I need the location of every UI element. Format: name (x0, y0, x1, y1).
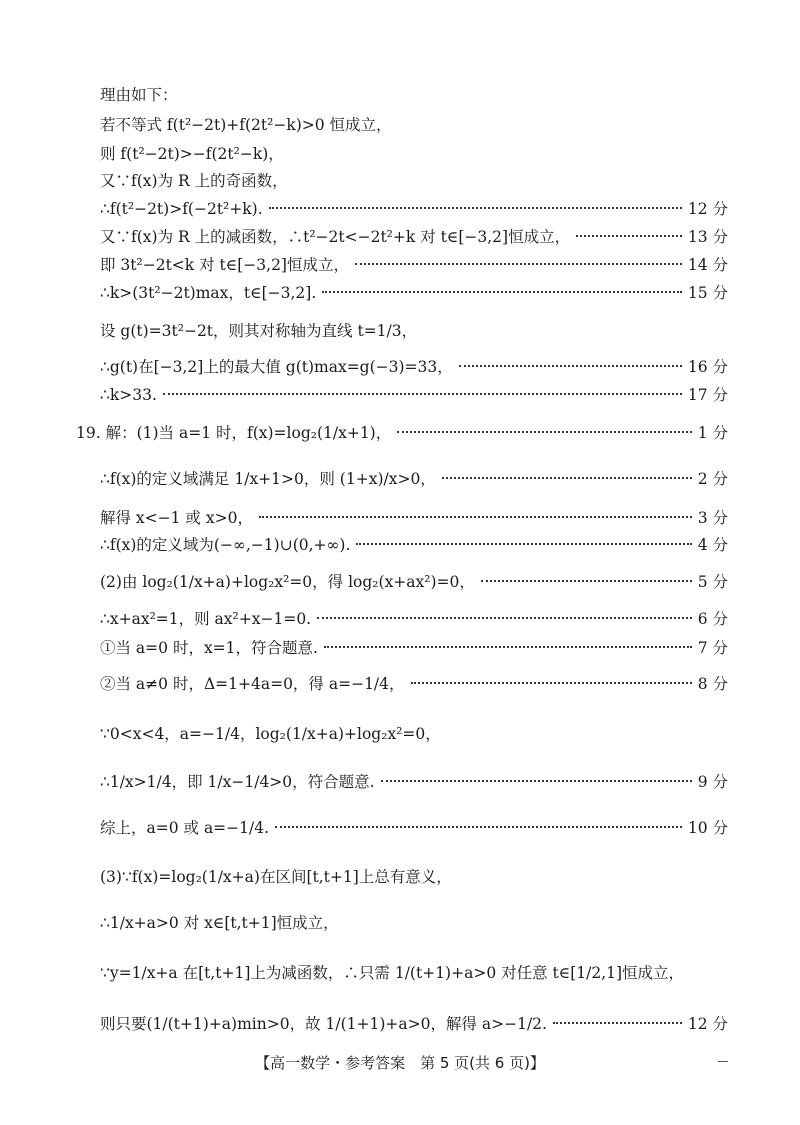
line-text: ∴x+ax²=1，则 ax²+x−1=0. (100, 610, 312, 628)
score-label: 13 分 (687, 228, 728, 246)
solution-line (100, 673, 728, 695)
line-text: ∴k>33. (100, 386, 157, 404)
line-text: 若不等式 f(t²−2t)+f(2t²−k)>0 恒成立， (100, 116, 392, 134)
corner-mark (718, 1061, 728, 1062)
line-text: ∴1/x>1/4，即 1/x−1/4>0，符合题意. (100, 773, 375, 791)
solution-line (100, 384, 728, 406)
dot-leader (269, 207, 682, 209)
dot-leader (259, 516, 692, 518)
line-text: (3)∵f(x)=log₂(1/x+a)在区间[t,t+1]上总有意义， (100, 868, 452, 886)
solution-line (100, 507, 728, 529)
dot-leader (317, 617, 692, 619)
solution-line (100, 320, 728, 342)
line-text: 即 3t²−2t<k 对 t∈[−3,2]恒成立， (100, 256, 349, 274)
score-label: 1 分 (697, 424, 728, 442)
solution-line (100, 282, 728, 304)
dot-leader (355, 263, 682, 265)
line-text: ∴1/x+a>0 对 x∈[t,t+1]恒成立， (100, 914, 339, 932)
solution-line (100, 254, 728, 276)
line-text: ∵y=1/x+a 在[t,t+1]上为减函数，∴只需 1/(t+1)+a>0 对任意 t∈[1/2,1]恒成立， (100, 964, 685, 982)
dot-leader (553, 1022, 682, 1024)
line-text: 又∵f(x)为 R 上的减函数，∴t²−2t<−2t²+k 对 t∈[−3,2]恒成立， (100, 228, 571, 246)
solution-line (100, 637, 728, 659)
line-text: ∵0<x<4，a=−1/4，log₂(1/x+a)+log₂x²=0， (100, 725, 441, 743)
line-text: 19. 解：(1)当 a=1 时，f(x)=log₂(1/x+1)， (76, 424, 392, 442)
solution-line (100, 356, 728, 378)
dot-leader (381, 780, 692, 782)
solution-line (100, 571, 728, 593)
solution-line (100, 817, 728, 839)
line-text: 设 g(t)=3t²−2t，则其对称轴为直线 t=1/3， (100, 322, 418, 340)
line-text: ∴f(x)的定义域为(−∞,−1)∪(0,+∞). (100, 536, 351, 554)
score-label: 8 分 (697, 675, 728, 693)
solution-line (100, 608, 728, 630)
solution-line (100, 114, 728, 136)
line-text: 综上，a=0 或 a=−1/4. (100, 819, 270, 837)
solution-line (100, 866, 728, 888)
dot-leader (411, 682, 692, 684)
line-text: 又∵f(x)为 R 上的奇函数， (100, 172, 288, 190)
solution-line (100, 226, 728, 248)
solution-line (100, 771, 728, 793)
solution-line (100, 198, 728, 220)
dot-leader (324, 646, 692, 648)
line-text: ∴f(x)的定义域满足 1/x+1>0，则 (1+x)/x>0， (100, 470, 436, 488)
score-label: 10 分 (687, 819, 728, 837)
line-text: ∴k>(3t²−2t)max，t∈[−3,2]. (100, 284, 317, 302)
solution-line (76, 422, 728, 444)
line-text: 解得 x<−1 或 x>0， (100, 509, 253, 527)
solution-line (100, 534, 728, 556)
score-label: 6 分 (697, 610, 728, 628)
solution-line (100, 84, 728, 106)
dot-leader (322, 291, 682, 293)
dot-leader (442, 477, 692, 479)
score-label: 4 分 (697, 536, 728, 554)
solution-line (100, 1013, 728, 1035)
score-label: 9 分 (697, 773, 728, 791)
dot-leader (397, 431, 691, 433)
score-label: 7 分 (697, 639, 728, 657)
solution-line (100, 912, 728, 934)
score-label: 3 分 (697, 509, 728, 527)
score-label: 5 分 (697, 573, 728, 591)
line-text: 则 f(t²−2t)>−f(2t²−k)， (100, 145, 284, 163)
dot-leader (576, 235, 682, 237)
dot-leader (481, 580, 692, 582)
line-text: ∴f(t²−2t)>f(−2t²+k). (100, 200, 263, 218)
solution-line (100, 143, 728, 165)
line-text: 则只要(1/(t+1)+a)min>0，故 1/(1+1)+a>0，解得 a>−1/2. (100, 1015, 547, 1033)
dot-leader (163, 393, 682, 395)
score-label: 15 分 (687, 284, 728, 302)
score-label: 14 分 (687, 256, 728, 274)
dot-leader (275, 826, 682, 828)
line-text: ②当 a≠0 时，Δ=1+4a=0，得 a=−1/4， (100, 675, 405, 693)
solution-line (100, 723, 728, 745)
score-label: 2 分 (697, 470, 728, 488)
line-text: 理由如下： (100, 86, 178, 104)
dot-leader (356, 543, 691, 545)
solution-line (100, 962, 728, 984)
line-text: (2)由 log₂(1/x+a)+log₂x²=0，得 log₂(x+ax²)=0， (100, 573, 475, 591)
score-label: 12 分 (687, 1015, 728, 1033)
solution-line (100, 468, 728, 490)
score-label: 17 分 (687, 386, 728, 404)
score-label: 12 分 (687, 200, 728, 218)
score-label: 16 分 (687, 358, 728, 376)
page-footer: 【高一数学・参考答案 第 5 页(共 6 页)】 (255, 1054, 545, 1072)
line-text: ∴g(t)在[−3,2]上的最大值 g(t)max=g(−3)=33， (100, 358, 453, 376)
dot-leader (459, 365, 682, 367)
line-text: ①当 a=0 时，x=1，符合题意. (100, 639, 318, 657)
solution-line (100, 170, 728, 192)
